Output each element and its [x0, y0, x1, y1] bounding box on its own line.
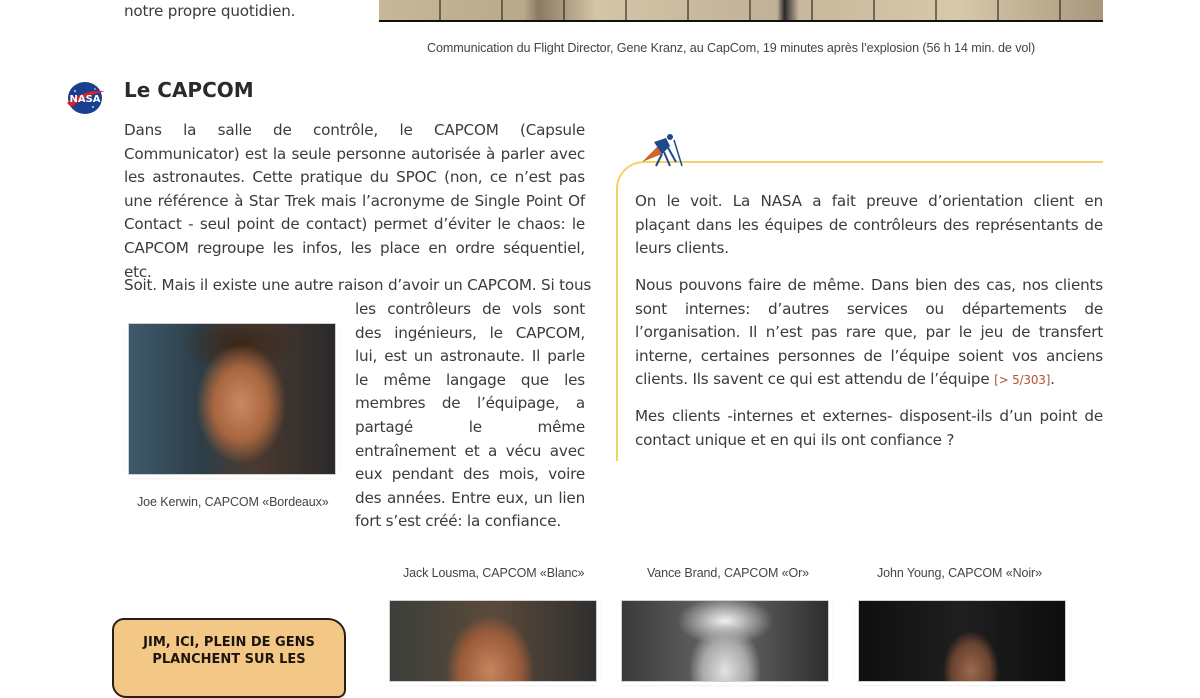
- capcom-paragraph-2-start: Soit. Mais il existe une autre raison d’avoir un CAPCOM. Si tous: [124, 276, 592, 294]
- nasa-logo: [65, 81, 107, 115]
- capcom-paragraph-2-wrap: les contrôleurs de vols sont des ingénieurs, le CAPCOM, lui, est un astronaute. Il parle le même langage que les membres de l’équipage, a partagé le même entraînement et a vécu avec eux pendant des mois, voire des années. Entre eux, un lien fort s’est créé: la confiance.: [355, 300, 585, 531]
- vance-brand-photo: [621, 600, 829, 682]
- lousma-caption: Jack Lousma, CAPCOM «Blanc»: [403, 566, 585, 580]
- comic-speech-bubble: JIM, ICI, PLEIN DE GENS PLANCHENT SUR LES: [112, 618, 346, 698]
- comic-strip-top: [379, 0, 1103, 22]
- side-box-rule: [697, 161, 1103, 163]
- cross-reference-link[interactable]: [> 5/303]: [994, 373, 1051, 388]
- jack-lousma-photo: [389, 600, 597, 682]
- capcom-paragraph-1: Dans la salle de contrôle, le CAPCOM (Capsule Communicator) est la seule personne autorisée à parler avec les astronautes. Cette pratique du SPOC (non, ce n’est pas une référence à Star Trek mais l’acronyme de Single Point Of Contact - seul point de contact) permet d’éviter le chaos: le CAPCOM regroupe les infos, les place en ordre séquentiel, etc.: [124, 121, 585, 281]
- section-title: Le CAPCOM: [124, 78, 254, 102]
- hiker-icon: [636, 132, 684, 168]
- side-paragraph-1: On le voit. La NASA a fait preuve d’orientation client en plaçant dans les équipes de contrôleurs des représentants de leurs clients.: [635, 192, 1103, 258]
- side-paragraph-2: [635, 274, 1103, 393]
- kerwin-caption: Joe Kerwin, CAPCOM «Bordeaux»: [137, 495, 329, 509]
- young-caption: John Young, CAPCOM «Noir»: [877, 566, 1042, 580]
- joe-kerwin-photo: [128, 323, 336, 475]
- john-young-photo: [858, 600, 1066, 682]
- comic-caption: Communication du Flight Director, Gene Kranz, au CapCom, 19 minutes après l’explosion (56 h 14 min. de vol): [427, 41, 1036, 55]
- side-paragraph-2-text: Nous pouvons faire de même. Dans bien des cas, nos clients sont internes: d’autres services ou départements de l’organisation. Il n’est pas rare que, par le jeu de transfert interne, certaines personnes de l’équipe soient vos anciens clients. Ils savent ce qui est attendu de l’équipe: [635, 276, 1103, 389]
- brand-caption: Vance Brand, CAPCOM «Or»: [647, 566, 810, 580]
- side-paragraph-2-end: .: [1050, 370, 1055, 389]
- side-paragraph-3: Mes clients -internes et externes- disposent-ils d’un point de contact unique et en qui ils ont confiance ?: [635, 407, 1103, 449]
- paragraph-end: notre propre quotidien.: [124, 2, 296, 20]
- nasa-logo-text: NASA: [69, 94, 101, 105]
